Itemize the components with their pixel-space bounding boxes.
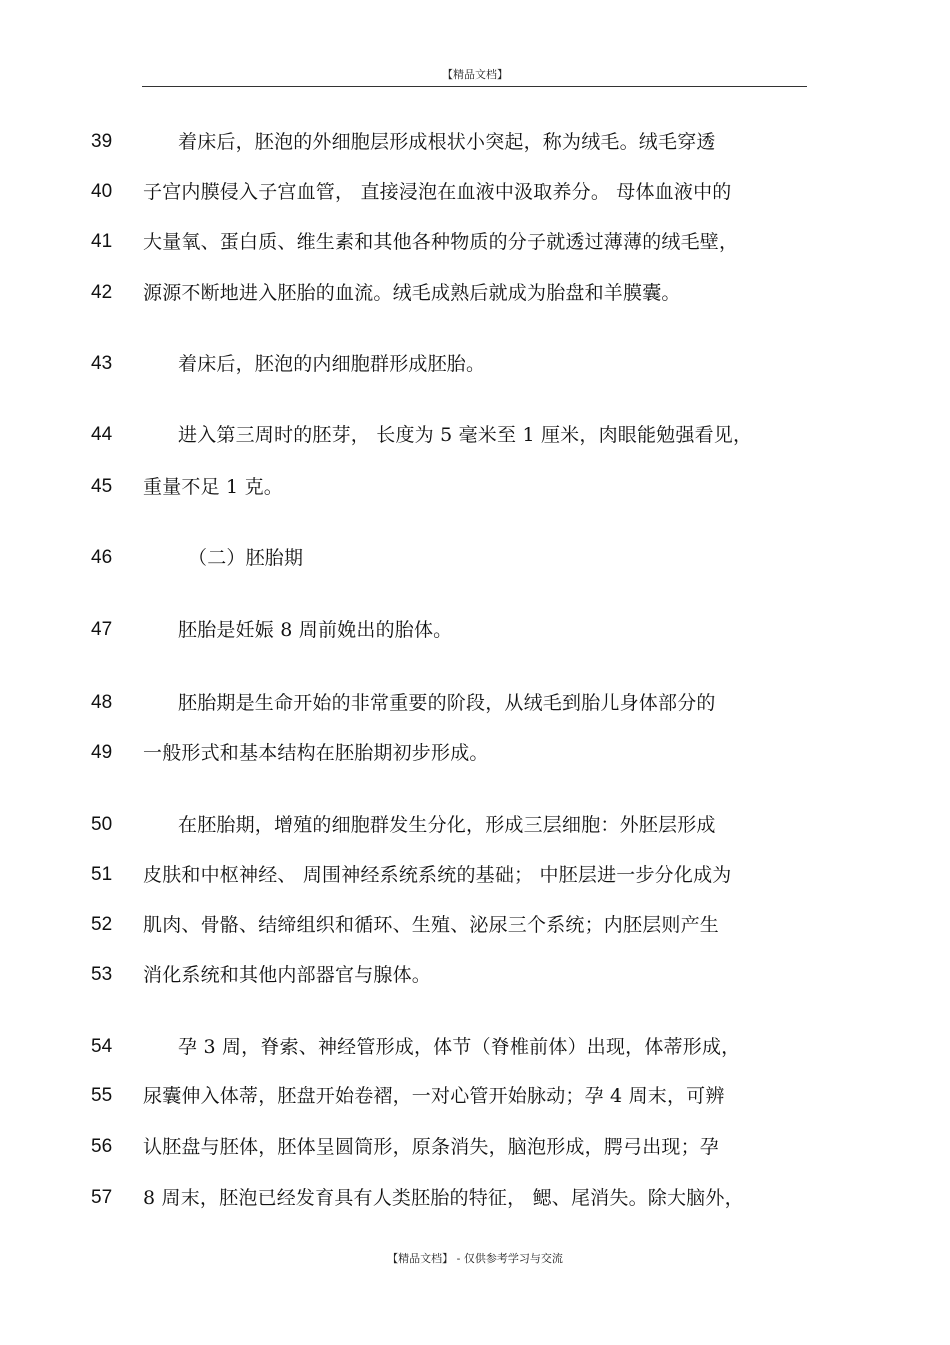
line-text: 8 周末，胚泡已经发育具有人类胚胎的特征， 鳃、尾消失。除大脑外， xyxy=(143,1187,744,1209)
line-number: 48 xyxy=(91,692,113,713)
line-number: 54 xyxy=(91,1036,113,1057)
line-number: 44 xyxy=(91,424,113,445)
line-text: 消化系统和其他内部器官与腺体。 xyxy=(143,964,432,986)
line-number: 57 xyxy=(91,1187,113,1208)
line-number: 50 xyxy=(91,814,113,835)
page-footer: 【精品文档】 - 仅供参考学习与交流 xyxy=(387,1252,563,1265)
line-number: 52 xyxy=(91,914,113,935)
line-text: 胚胎是妊娠 8 周前娩出的胎体。 xyxy=(178,619,453,641)
line-number: 56 xyxy=(91,1136,113,1157)
text-line xyxy=(0,1183,950,1213)
line-number: 47 xyxy=(91,619,113,640)
text-line xyxy=(0,960,950,990)
line-text: 认胚盘与胚体，胚体呈圆筒形，原条消失，脑泡形成，腭弓出现；孕 xyxy=(143,1136,720,1158)
header-divider xyxy=(142,86,807,87)
line-number: 51 xyxy=(91,864,113,885)
line-number: 39 xyxy=(91,131,113,152)
text-line xyxy=(0,472,950,502)
line-text: 进入第三周时的胚芽， 长度为 5 毫米至 1 厘米，肉眼能勉强看见， xyxy=(178,424,753,446)
text-line xyxy=(0,227,950,257)
text-line xyxy=(0,738,950,768)
line-text: 尿囊伸入体蒂，胚盘开始卷褶，一对心管开始脉动；孕 4 周末，可辨 xyxy=(143,1085,725,1107)
text-line xyxy=(0,278,950,308)
text-line xyxy=(0,810,950,840)
text-line xyxy=(0,688,950,718)
line-number: 43 xyxy=(91,353,113,374)
text-line xyxy=(0,127,950,157)
text-line xyxy=(0,1032,950,1062)
line-text: 一般形式和基本结构在胚胎期初步形成。 xyxy=(143,742,489,764)
line-number: 40 xyxy=(91,181,113,202)
page-header: 【精品文档】 xyxy=(442,68,508,81)
line-text: 皮肤和中枢神经、 周围神经系统系统的基础； 中胚层进一步分化成为 xyxy=(143,864,732,886)
line-text: 大量氧、蛋白质、维生素和其他各种物质的分子就透过薄薄的绒毛壁， xyxy=(143,231,739,253)
text-line xyxy=(0,349,950,379)
line-text: 源源不断地进入胚胎的血流。绒毛成熟后就成为胎盘和羊膜囊。 xyxy=(143,282,681,304)
line-number: 55 xyxy=(91,1085,113,1106)
line-number: 53 xyxy=(91,964,113,985)
text-line xyxy=(0,177,950,207)
line-text: 在胚胎期，增殖的细胞群发生分化，形成三层细胞：外胚层形成 xyxy=(178,814,716,836)
line-text: 胚胎期是生命开始的非常重要的阶段，从绒毛到胎儿身体部分的 xyxy=(178,692,716,714)
text-line xyxy=(0,910,950,940)
text-line xyxy=(0,615,950,645)
text-line xyxy=(0,420,950,450)
line-number: 41 xyxy=(91,231,113,252)
section-heading: （二）胚胎期 xyxy=(188,547,304,569)
line-text: 重量不足 1 克。 xyxy=(143,476,283,498)
line-number: 49 xyxy=(91,742,113,763)
line-number: 42 xyxy=(91,282,113,303)
text-line xyxy=(0,543,950,573)
line-text: 孕 3 周，脊索、神经管形成，体节（脊椎前体）出现，体蒂形成， xyxy=(178,1036,741,1058)
text-line xyxy=(0,1081,950,1111)
line-text: 着床后，胚泡的外细胞层形成根状小突起，称为绒毛。绒毛穿透 xyxy=(178,131,716,153)
text-line xyxy=(0,860,950,890)
line-text: 子宫内膜侵入子宫血管， 直接浸泡在血液中汲取养分。 母体血液中的 xyxy=(143,181,732,203)
line-number: 45 xyxy=(91,476,113,497)
line-text: 肌肉、骨骼、结缔组织和循环、生殖、泌尿三个系统；内胚层则产生 xyxy=(143,914,720,936)
line-text: 着床后，胚泡的内细胞群形成胚胎。 xyxy=(178,353,486,375)
line-number: 46 xyxy=(91,547,113,568)
text-line xyxy=(0,1132,950,1162)
